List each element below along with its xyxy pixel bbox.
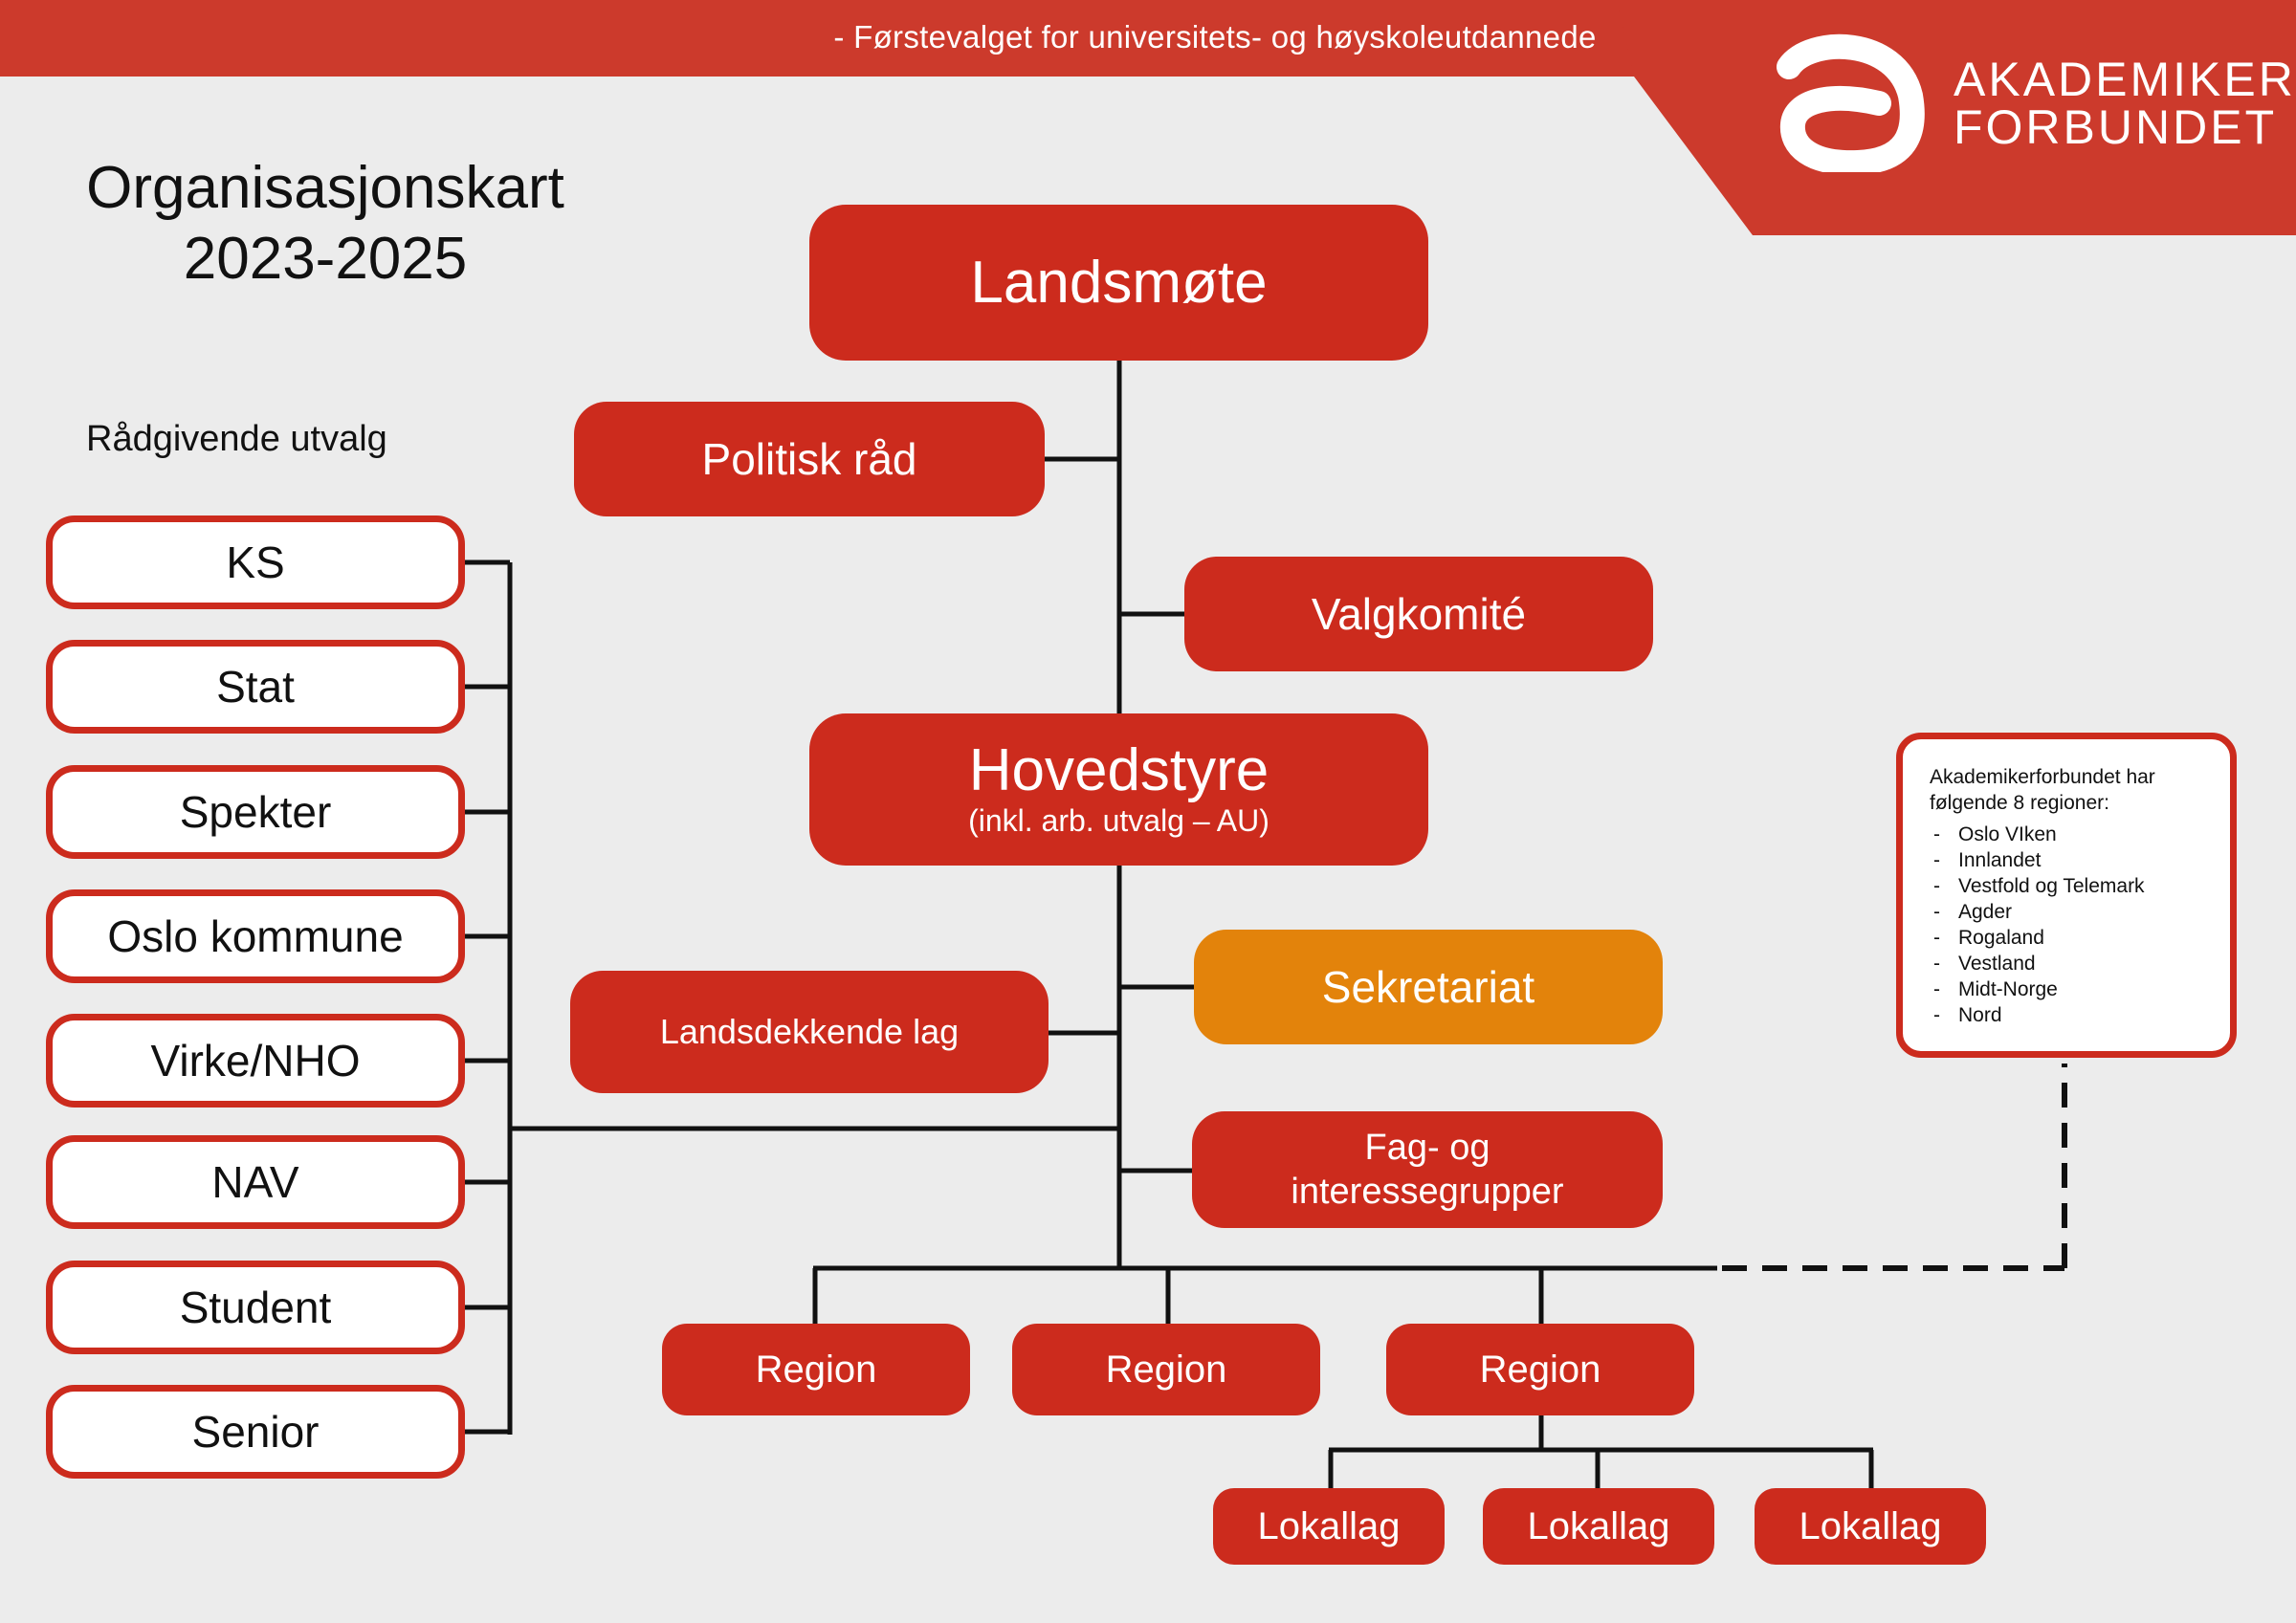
lokallag-box: Lokallag [1483, 1488, 1714, 1565]
regions-list-item: - Midt-Norge [1933, 978, 2058, 1000]
page-title-line-1: Organisasjonskart [86, 155, 564, 221]
lokallag-box: Lokallag [1755, 1488, 1986, 1565]
regions-list-item: - Innlandet [1933, 849, 2042, 871]
fag-label-line-2: interessegrupper [1291, 1172, 1564, 1212]
advisory-item-student: Student [46, 1261, 465, 1354]
advisory-heading: Rådgivende utvalg [86, 419, 387, 459]
region-box: Region [662, 1324, 970, 1415]
hovedstyre-sublabel: (inkl. arb. utvalg – AU) [968, 803, 1269, 838]
politisk-rad-box: Politisk råd [574, 402, 1045, 516]
advisory-item-nav: NAV [46, 1135, 465, 1229]
regions-list [1930, 822, 2230, 1028]
advisory-item-oslo-kommune: Oslo kommune [46, 889, 465, 983]
regions-list-item: - Agder [1933, 901, 2013, 923]
valgkomite-box: Valgkomité [1184, 557, 1653, 671]
regions-list-item: - Vestland [1933, 953, 2036, 975]
regions-intro-line-1: Akademikerforbundet har [1930, 766, 2155, 788]
advisory-item-spekter: Spekter [46, 765, 465, 859]
page-title [38, 153, 612, 295]
advisory-item-stat: Stat [46, 640, 465, 734]
regions-intro-line-2: følgende 8 regioner: [1930, 792, 2109, 814]
region-box: Region [1012, 1324, 1320, 1415]
landsdekkende-lag-box: Landsdekkende lag [570, 971, 1049, 1093]
advisory-item-senior: Senior [46, 1385, 465, 1479]
sekretariat-box: Sekretariat [1194, 930, 1663, 1044]
hovedstyre-label: Hovedstyre [968, 737, 1269, 803]
advisory-item-ks: KS [46, 515, 465, 609]
regions-list-item: - Nord [1933, 1004, 2002, 1026]
fag-og-interessegrupper-box [1192, 1111, 1663, 1228]
advisory-item-virke-nho: Virke/NHO [46, 1014, 465, 1108]
logo-wordmark [1954, 53, 2296, 154]
tagline: - Førstevalget for universitets- og høyskoleutdannede [833, 19, 1597, 55]
regions-list-item: - Oslo VIken [1933, 823, 2057, 845]
akademikerforbundet-logo-icon [1772, 29, 1925, 172]
fag-label-line-1: Fag- og [1364, 1128, 1490, 1168]
page-title-line-2: 2023-2025 [183, 226, 468, 292]
lokallag-box: Lokallag [1213, 1488, 1445, 1565]
logo-line-1: AKADEMIKER [1954, 53, 2296, 106]
regions-info-box [1896, 733, 2237, 1058]
landsmote-box: Landsmøte [809, 205, 1428, 361]
regions-list-item: - Vestfold og Telemark [1933, 875, 2145, 897]
region-box: Region [1386, 1324, 1694, 1415]
hovedstyre-box [809, 713, 1428, 866]
logo-line-2: FORBUNDET [1954, 100, 2278, 154]
regions-list-item: - Rogaland [1933, 927, 2044, 949]
